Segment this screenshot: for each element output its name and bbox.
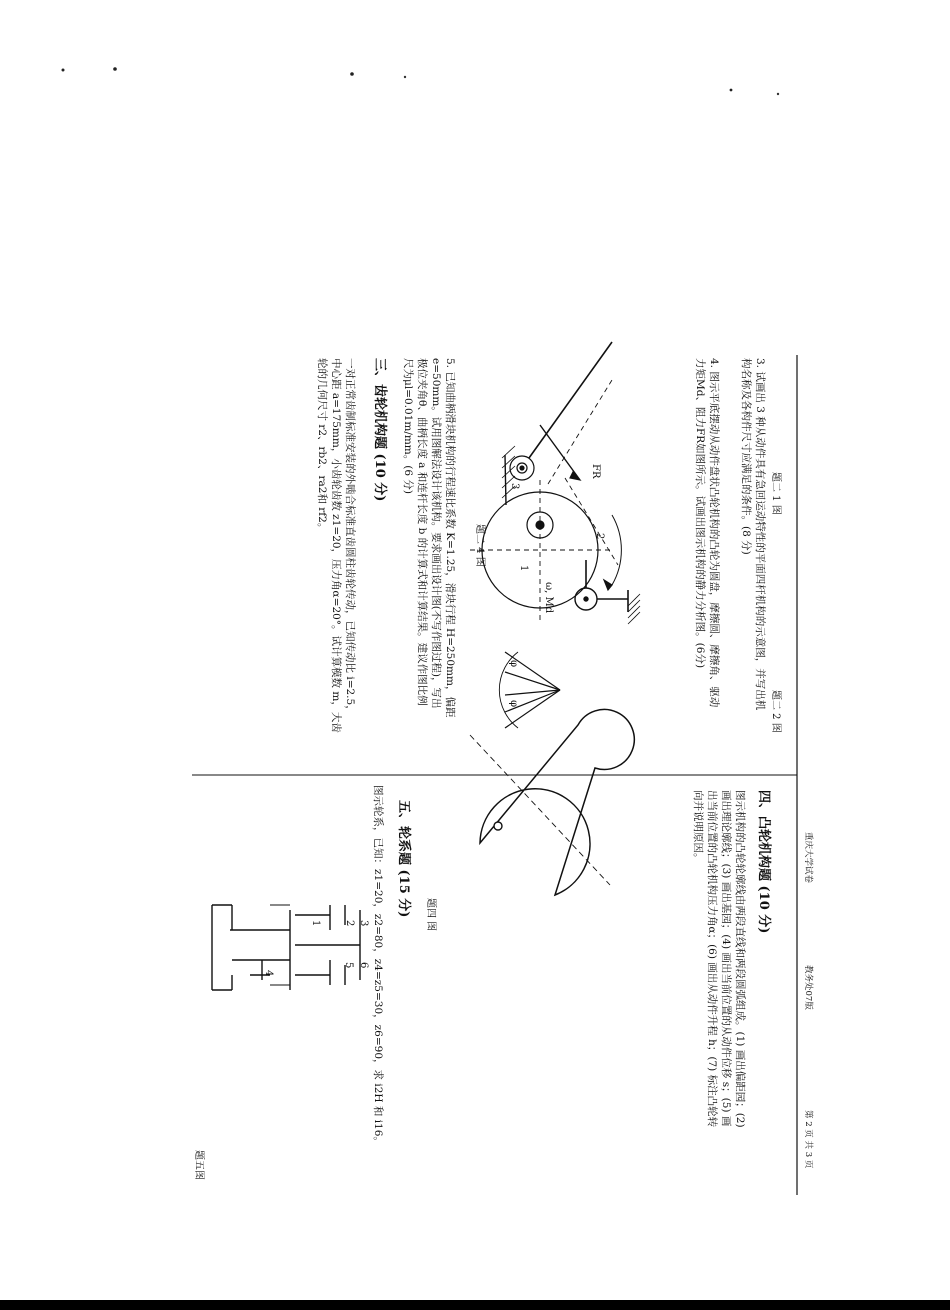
fig4-caption: 题四 图 — [425, 898, 436, 932]
section-4-line-2: 画出理论廓线；(3) 画出基园；(4) 画出当前位置的从动件位移 s；(5) 画 — [720, 790, 732, 1127]
label-link-1: 1 — [518, 565, 529, 572]
section-5-text: 图示轮系，已知：z1=20，z2=80，z4=z5=30，z6=90，求 i2H 和 i16。 — [372, 785, 384, 1147]
gear-label-5: 5 — [343, 962, 354, 969]
section-3-line-1: 一对正常齿制标准安装的外啮合标准直齿圆柱齿轮传动，已知传动比 i=2.5， — [344, 358, 356, 716]
question-5-line-1: 5. 已知曲柄滑块机构的行程速比系数 K=1.25，滑块行程 H=250mm，偏距 — [444, 358, 456, 718]
fig5-drawing — [212, 905, 360, 990]
section-4-line-1: 图示机构的凸轮轮廓线由两段直线和两段圆弧组成。(1) 画出偏距园；(2) — [734, 790, 746, 1128]
gear-label-3: 3 — [358, 920, 369, 927]
label-phi-1: φ — [508, 660, 519, 668]
fig5-caption: 题五图 — [193, 1150, 204, 1180]
label-omega-Md: ω, Md — [543, 582, 554, 614]
scan-bottom-edge — [0, 1300, 950, 1310]
section-4-title: 四、凸轮机构题 (10 分) — [756, 790, 771, 934]
fig2-1-caption: 题二 1 图 — [770, 472, 781, 515]
section-3-line-2: 中心距 a=175mm，小齿轮齿数 z1=20，压力角α=20°。试计算模数 m，大齿 — [330, 358, 342, 733]
follower-flat-bottom — [529, 342, 612, 458]
fig2-4-caption: 题二 4 图 — [474, 524, 485, 567]
section-5-title: 五、轮系题 (15 分) — [396, 800, 411, 918]
gear-label-4: 4 — [263, 970, 274, 977]
question-5-line-4: 尺为μl=0.01m/mm。(6 分) — [402, 358, 414, 494]
header-office: 教务处07版 — [803, 965, 813, 1010]
label-link-2: 2 — [594, 533, 605, 540]
header-page-number: 第 2 页 共 3 页 — [803, 1110, 813, 1169]
label-phi-2: φ — [508, 700, 519, 708]
question-3-line-1: 3. 试画出 3 种从动件具有急回运动特性的平面四杆机构的示意图，并写出机 — [754, 358, 766, 711]
question-5-line-3: 极位夹角θ、曲柄长度 a 和连杆长度 b 的计算式和计算结果。建议作图比例 — [416, 358, 428, 706]
question-4-line-1: 4. 图示平底摆动从动件盘状凸轮机构的凸轮为圆盘，摩擦圆、摩擦角、驱动 — [708, 358, 720, 708]
label-link-3: 3 — [509, 483, 520, 490]
header-school: 重庆大学试卷 — [803, 832, 813, 884]
question-5-line-2: e=50mm。试用图解法设计该机构。要求画出设计图(不写作图过程)，写出 — [430, 358, 442, 709]
fig2-2-caption: 题二 2 图 — [770, 690, 781, 733]
fig4-drawing — [470, 560, 640, 895]
section-4-line-4: 向并说明原因。 — [692, 790, 704, 864]
label-force-FR: FR — [590, 464, 601, 479]
section-4-line-3: 出当前位置的凸轮机构压力角α；(6) 画出从动件升程 h；(7) 标注凸轮转 — [706, 790, 718, 1128]
gear-label-2: 2 — [344, 920, 355, 927]
section-3-title: 三、齿轮机构题 (10 分) — [372, 358, 387, 502]
question-4-line-2: 力矩Md、阻力FR如图所示。试画出图示机构的静力分析图。(6分) — [694, 358, 706, 669]
question-3-line-2: 构名称及各构件尺寸应满足的条件。(8 分) — [740, 358, 752, 555]
gear-label-6: 6 — [358, 962, 369, 969]
gear-label-1: 1 — [310, 920, 321, 927]
omega-arc — [612, 515, 621, 585]
force-arrow — [540, 425, 580, 480]
cam-profile — [480, 709, 634, 895]
section-3-line-3: 轮的几何尺寸 r2、rb2、ra2和 rf2。 — [316, 358, 328, 534]
